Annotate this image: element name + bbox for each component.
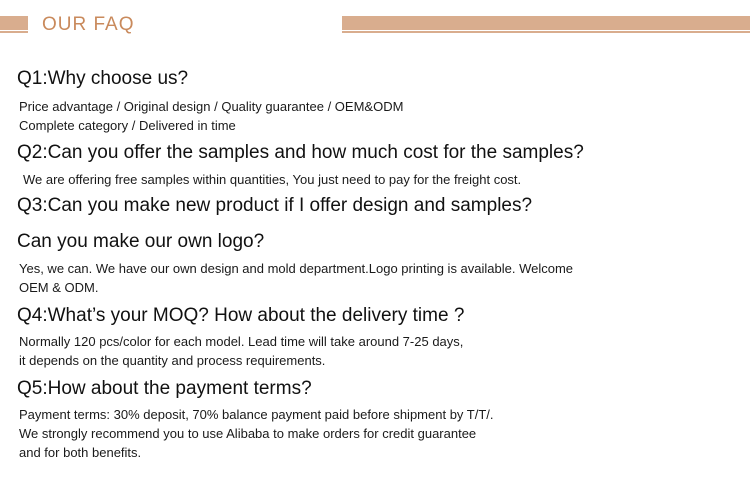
faq-header <box>0 0 750 50</box>
faq-answer-5-line-3: and for both benefits. <box>19 445 142 460</box>
header-left-bar <box>0 16 28 30</box>
faq-question-1: Q1:Why choose us? <box>17 68 189 89</box>
header-right-underline <box>342 31 750 33</box>
faq-question-4: Q4:What’s your MOQ? How about the delivery time ? <box>17 305 465 326</box>
header-left-underline <box>0 31 28 33</box>
faq-answer-2-line-1: We are offering free samples within quantities, You just need to pay for the freight cost. <box>23 172 522 187</box>
faq-title: OUR FAQ <box>42 14 135 35</box>
faq-question-2: Q2:Can you offer the samples and how much cost for the samples? <box>17 142 584 163</box>
faq-answer-3-line-2: OEM & ODM. <box>19 280 99 295</box>
faq-answer-5-line-2: We strongly recommend you to use Alibaba to make orders for credit guarantee <box>19 426 477 441</box>
faq-answer-3-line-1: Yes, we can. We have our own design and mold department.Logo printing is available. Welcome <box>19 261 574 276</box>
faq-answer-4-line-1: Normally 120 pcs/color for each model. Lead time will take around 7-25 days, <box>19 334 464 349</box>
faq-question-3: Q3:Can you make new product if I offer design and samples? <box>17 195 533 216</box>
faq-answer-4-line-2: it depends on the quantity and process requirements. <box>19 353 326 368</box>
faq-list <box>17 68 737 462</box>
faq-answer-1-line-1: Price advantage / Original design / Quality guarantee / OEM&ODM <box>19 99 404 114</box>
faq-question-5: Q5:How about the payment terms? <box>17 378 312 399</box>
faq-answer-5-line-1: Payment terms: 30% deposit, 70% balance payment paid before shipment by T/T/. <box>19 407 494 422</box>
faq-answer-1-line-2: Complete category / Delivered in time <box>19 118 236 133</box>
header-right-bar <box>342 16 750 30</box>
faq-question-3-line-2: Can you make our own logo? <box>17 231 265 252</box>
